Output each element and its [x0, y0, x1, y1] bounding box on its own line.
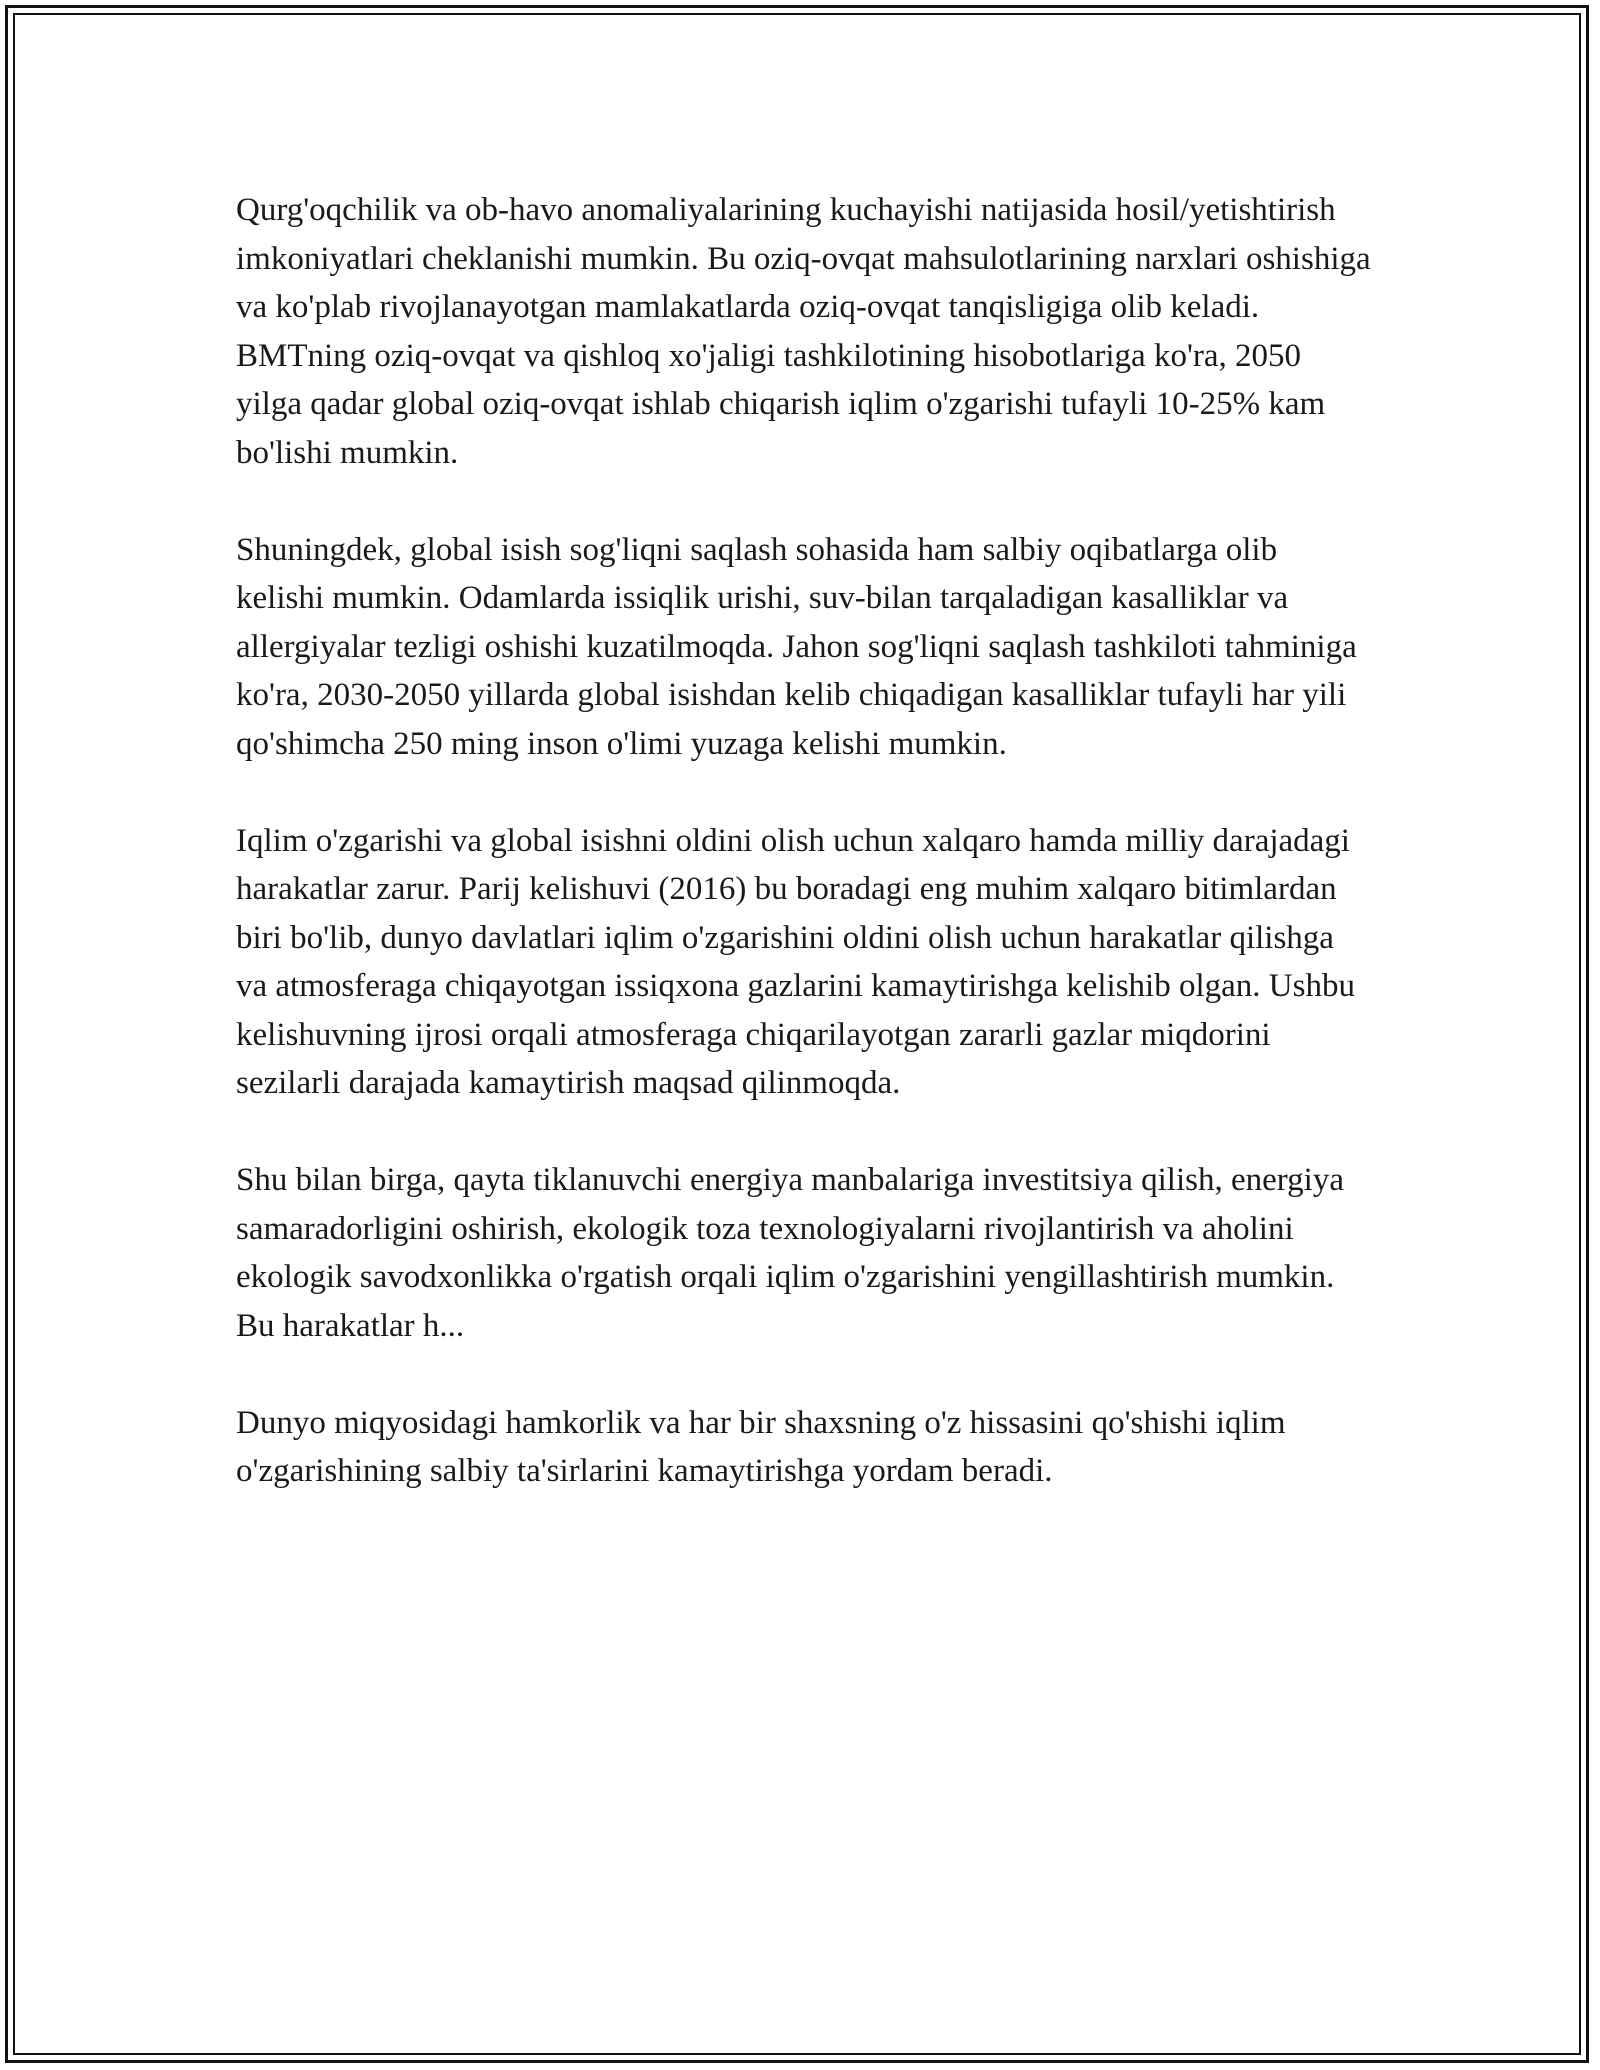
document-body — [236, 186, 1372, 1496]
paragraph-food-security: Qurg'oqchilik va ob-havo anomaliyalarining kuchayishi natijasida hosil/yetishtirish imkoniyatlari cheklanishi mumkin. Bu oziq-ovqat mahsulotlarining narxlari oshishiga va ko'plab rivojlanayotgan mamlakatlarda oziq-ovqat tanqisligiga olib keladi. BMTning oziq-ovqat va qishloq xo'jaligi tashkilotining hisobotlariga ko'ra, 2050 yilga qadar global oziq-ovqat ishlab chiqarish iqlim o'zgarishi tufayli 10-25% kam bo'lishi mumkin. — [236, 192, 1371, 471]
paragraph-international-action: Iqlim o'zgarishi va global isishni oldini olish uchun xalqaro hamda milliy darajadagi harakatlar zarur. Parij kelishuvi (2016) bu boradagi eng muhim xalqaro bitimlardan biri bo'lib, dunyo davlatlari iqlim o'zgarishini oldini olish uchun harakatlar qilishga va atmosferaga chiqayotgan issiqxona gazlarini kamaytirishga kelishib olgan. Ushbu kelishuvning ijrosi orqali atmosferaga chiqarilayotgan zararli gazlar miqdorini sezilarli darajada kamaytirish maqsad qilinmoqda. — [236, 822, 1355, 1101]
paragraph-health-impacts: Shuningdek, global isish sog'liqni saqlash sohasida ham salbiy oqibatlarga olib kelishi mumkin. Odamlarda issiqlik urishi, suv-bilan tarqaladigan kasalliklar va allergiyalar tezligi oshishi kuzatilmoqda. Jahon sog'liqni saqlash tashkiloti tahminiga ko'ra, 2030-2050 yillarda global isishdan kelib chiqadigan kasalliklar tufayli har yili qo'shimcha 250 ming inson o'limi yuzaga kelishi mumkin. — [236, 531, 1357, 762]
paragraph-renewable-energy: Shu bilan birga, qayta tiklanuvchi energiya manbalariga investitsiya qilish, energiya samaradorligini oshirish, ekologik toza texnologiyalarni rivojlantirish va aholini ekologik savodxonlikka o'rgatish orqali iqlim o'zgarishini yengillashtirish mumkin. Bu harakatlar h... — [236, 1162, 1344, 1344]
paragraph-global-cooperation: Dunyo miqyosidagi hamkorlik va har bir shaxsning o'z hissasini qo'shishi iqlim o'zgarishining salbiy ta'sirlarini kamaytirishga yordam beradi. — [236, 1404, 1286, 1489]
